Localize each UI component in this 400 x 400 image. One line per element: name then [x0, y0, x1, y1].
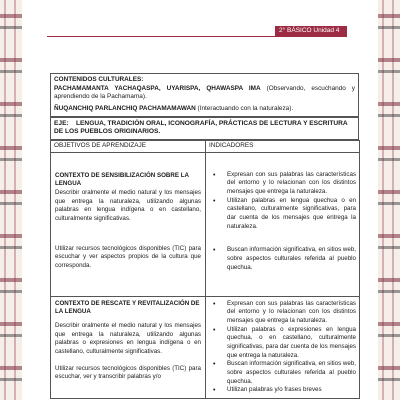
- indicator-item: • Utilizan palabras en lengua quechua o en castellano, culturalmente significativas, para dar cuenta de los mensajes que entrega la naturaleza.: [210, 197, 356, 232]
- cultural-contents-cell: [51, 74, 359, 117]
- indicator-item: • Expresan con sus palabras las características del entorno y lo relacionan con los distintos mensajes que entrega la naturaleza.: [210, 171, 356, 197]
- objectives-indicators-table: [50, 140, 360, 399]
- indicator-list: [210, 300, 356, 395]
- indicators-cell-2: [206, 296, 360, 398]
- eje-label: EJE:: [54, 119, 69, 127]
- cultural-contents-heading: CONTENIDOS CULTURALES:: [54, 76, 144, 83]
- cultural-item-1: [54, 85, 355, 102]
- col-header-objetivos: OBJETIVOS DE APRENDIZAJE: [51, 140, 206, 152]
- right-decorative-border: [378, 0, 400, 400]
- context-title: CONTEXTO DE RESCATE Y REVITALIZACIÓN DE LA LENGUA: [55, 299, 200, 316]
- left-decorative-border: [0, 0, 22, 400]
- cultural-item-2-translation: (Interactuando con la naturaleza).: [195, 104, 294, 112]
- indicator-item: • Utilizan palabras y/o frases breves: [210, 386, 356, 395]
- objective-text: Describir oralmente el medio natural y los mensajes que entrega la naturaleza, utilizando algunas palabras en lengua indígena o en castellano, culturalmente significativas.: [55, 189, 201, 223]
- eje-text: LENGUA, TRADICIÓN ORAL, ICONOGRAFÍA, PRÁCTICAS DE LECTURA Y ESCRITURA DE LOS PUEBLOS ORIGINARIOS.: [54, 119, 348, 136]
- indicator-item: • Utilizan palabras o expresiones en lengua quechua, o en castellano, culturalmente significativas, para dar cuenta de los mensajes que entrega la naturaleza.: [210, 326, 356, 361]
- table-header-row: [51, 140, 360, 152]
- indicator-item: • Buscan información significativa, en sitios web, sobre aspectos culturales referida al pueblo quechua.: [210, 246, 356, 272]
- cultural-item-1-title: PACHAMAMANTA YACHAQASPA, UYARISPA, QHAWASPA IMA: [54, 84, 261, 92]
- objective-text: Utilizar recursos tecnológicos disponibles (TIC) para escuchar, ver y transcribir palabras y/o: [55, 364, 201, 381]
- objective-text: Describir oralmente el medio natural y los mensajes que entrega la naturaleza, utilizando algunas palabras o expresiones en lengua indígena o en castellano, culturalmente significativas.: [55, 322, 201, 356]
- indicator-list: [210, 171, 356, 273]
- objectives-cell-2: [51, 296, 206, 398]
- cultural-item-2: [54, 105, 355, 114]
- grade-unit-badge: 2° BÁSICO Unidad 4: [275, 26, 347, 36]
- cultural-contents-table: [50, 73, 359, 117]
- objective-text: Utilizar recursos tecnológicos disponibles (TIC) para escuchar y ver aspectos propios de la cultura que corresponda.: [55, 244, 201, 270]
- context-title: CONTEXTO DE SENSIBILIZACIÓN SOBRE LA LENGUA: [55, 171, 189, 188]
- indicator-item: • Expresan con sus palabras las características del entorno y lo relacionan con los distintos mensajes que entrega la naturaleza.: [210, 300, 356, 326]
- col-header-indicadores: INDICADORES: [206, 140, 360, 152]
- document-content: [50, 73, 359, 399]
- table-row: [51, 296, 360, 398]
- objectives-cell-1: [51, 152, 206, 296]
- indicator-item: • Buscan información significativa, en sitios web, sobre aspectos culturales referida al pueblo quechua.: [210, 360, 356, 386]
- eje-table: [50, 117, 359, 140]
- cultural-item-2-title: ÑUQANCHIQ PARLANCHIQ PACHAMAMAWAN: [54, 104, 196, 112]
- header-rule: [47, 36, 347, 37]
- cultural-item-1-translation: (Observando, escuchando y aprendiendo de la Pachamama).: [54, 84, 355, 101]
- indicators-cell-1: [206, 152, 360, 296]
- eje-cell: [51, 117, 359, 139]
- table-row: [51, 152, 360, 296]
